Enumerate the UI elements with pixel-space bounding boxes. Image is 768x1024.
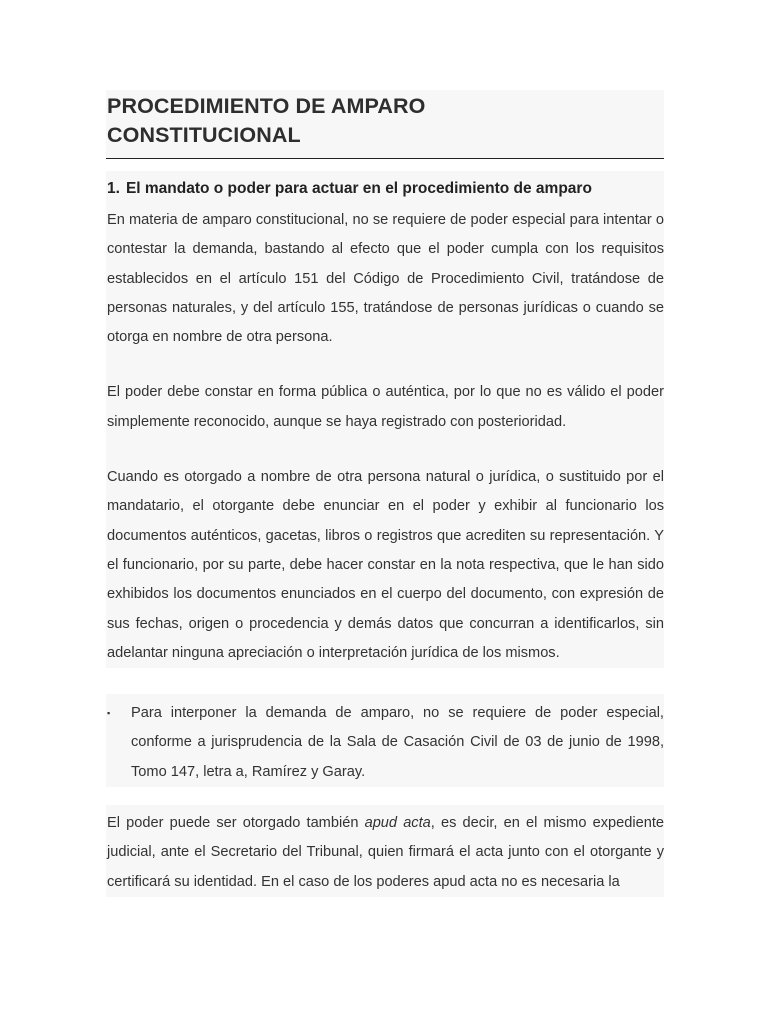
section-number: 1. xyxy=(107,180,120,197)
paragraph-4-rest: , es decir, en el mismo expediente judicial, ante el Secretario del Tribunal, quien firmará el acta junto con el otorgante y certificará su identidad. En el caso de los poderes apud acta no es necesaria la xyxy=(107,815,664,890)
paragraph-2: El poder debe constar en forma pública o auténtica, por lo que no es válido el poder simplemente reconocido, aunque se haya registrado con posterioridad. xyxy=(107,384,664,430)
page-title-line-2: CONSTITUCIONAL xyxy=(107,123,301,147)
italic-term: apud acta xyxy=(364,815,431,832)
section-heading-text: El mandato o poder para actuar en el procedimiento de amparo xyxy=(125,180,592,197)
title-block xyxy=(106,90,664,159)
bullet-text: Para interponer la demanda de amparo, no se requiere de poder especial, conforme a jurisprudencia de la Sala de Casación Civil de 03 de junio de 1998, Tomo 147, letra a, Ramírez y Garay. xyxy=(131,705,664,780)
final-paragraph-block xyxy=(106,805,664,897)
paragraph-3: Cuando es otorgado a nombre de otra persona natural o jurídica, o sustituido por el mandatario, el otorgante debe enunciar en el poder y exhibir al funcionario los documentos auténticos, gacetas, libros o registros que acrediten su representación. Y el funcionario, por su parte, debe hacer constar en la nota respectiva, que le han sido exhibidos los documentos enunciados en el cuerpo del documento, con expresión de sus fechas, origen o procedencia y demás datos que concurran a identificarlos, sin adelantar ninguna apreciación o interpretación jurídica de los mismos. xyxy=(107,469,664,661)
square-bullet-icon: ▪ xyxy=(107,708,111,719)
paragraph-4-start: El poder puede ser otorgado también xyxy=(107,815,365,832)
paragraph-1: En materia de amparo constitucional, no se requiere de poder especial para intentar o contestar la demanda, bastando al efecto que el poder cumpla con los requisitos establecidos en el artículo 151 del Código de Procedimiento Civil, tratándose de personas naturales, y del artículo 155, tratándose de personas jurídicas o cuando se otorga en nombre de otra persona. xyxy=(107,212,664,346)
bullet-list-item xyxy=(106,694,664,787)
paragraph-spacer xyxy=(107,437,664,463)
document-page xyxy=(106,90,664,897)
paragraph-group xyxy=(106,205,664,668)
page-title-line-1: PROCEDIMIENTO DE AMPARO xyxy=(107,94,426,118)
section-heading xyxy=(106,171,664,205)
paragraph-spacer xyxy=(107,352,664,378)
paragraph-4 xyxy=(107,809,664,897)
